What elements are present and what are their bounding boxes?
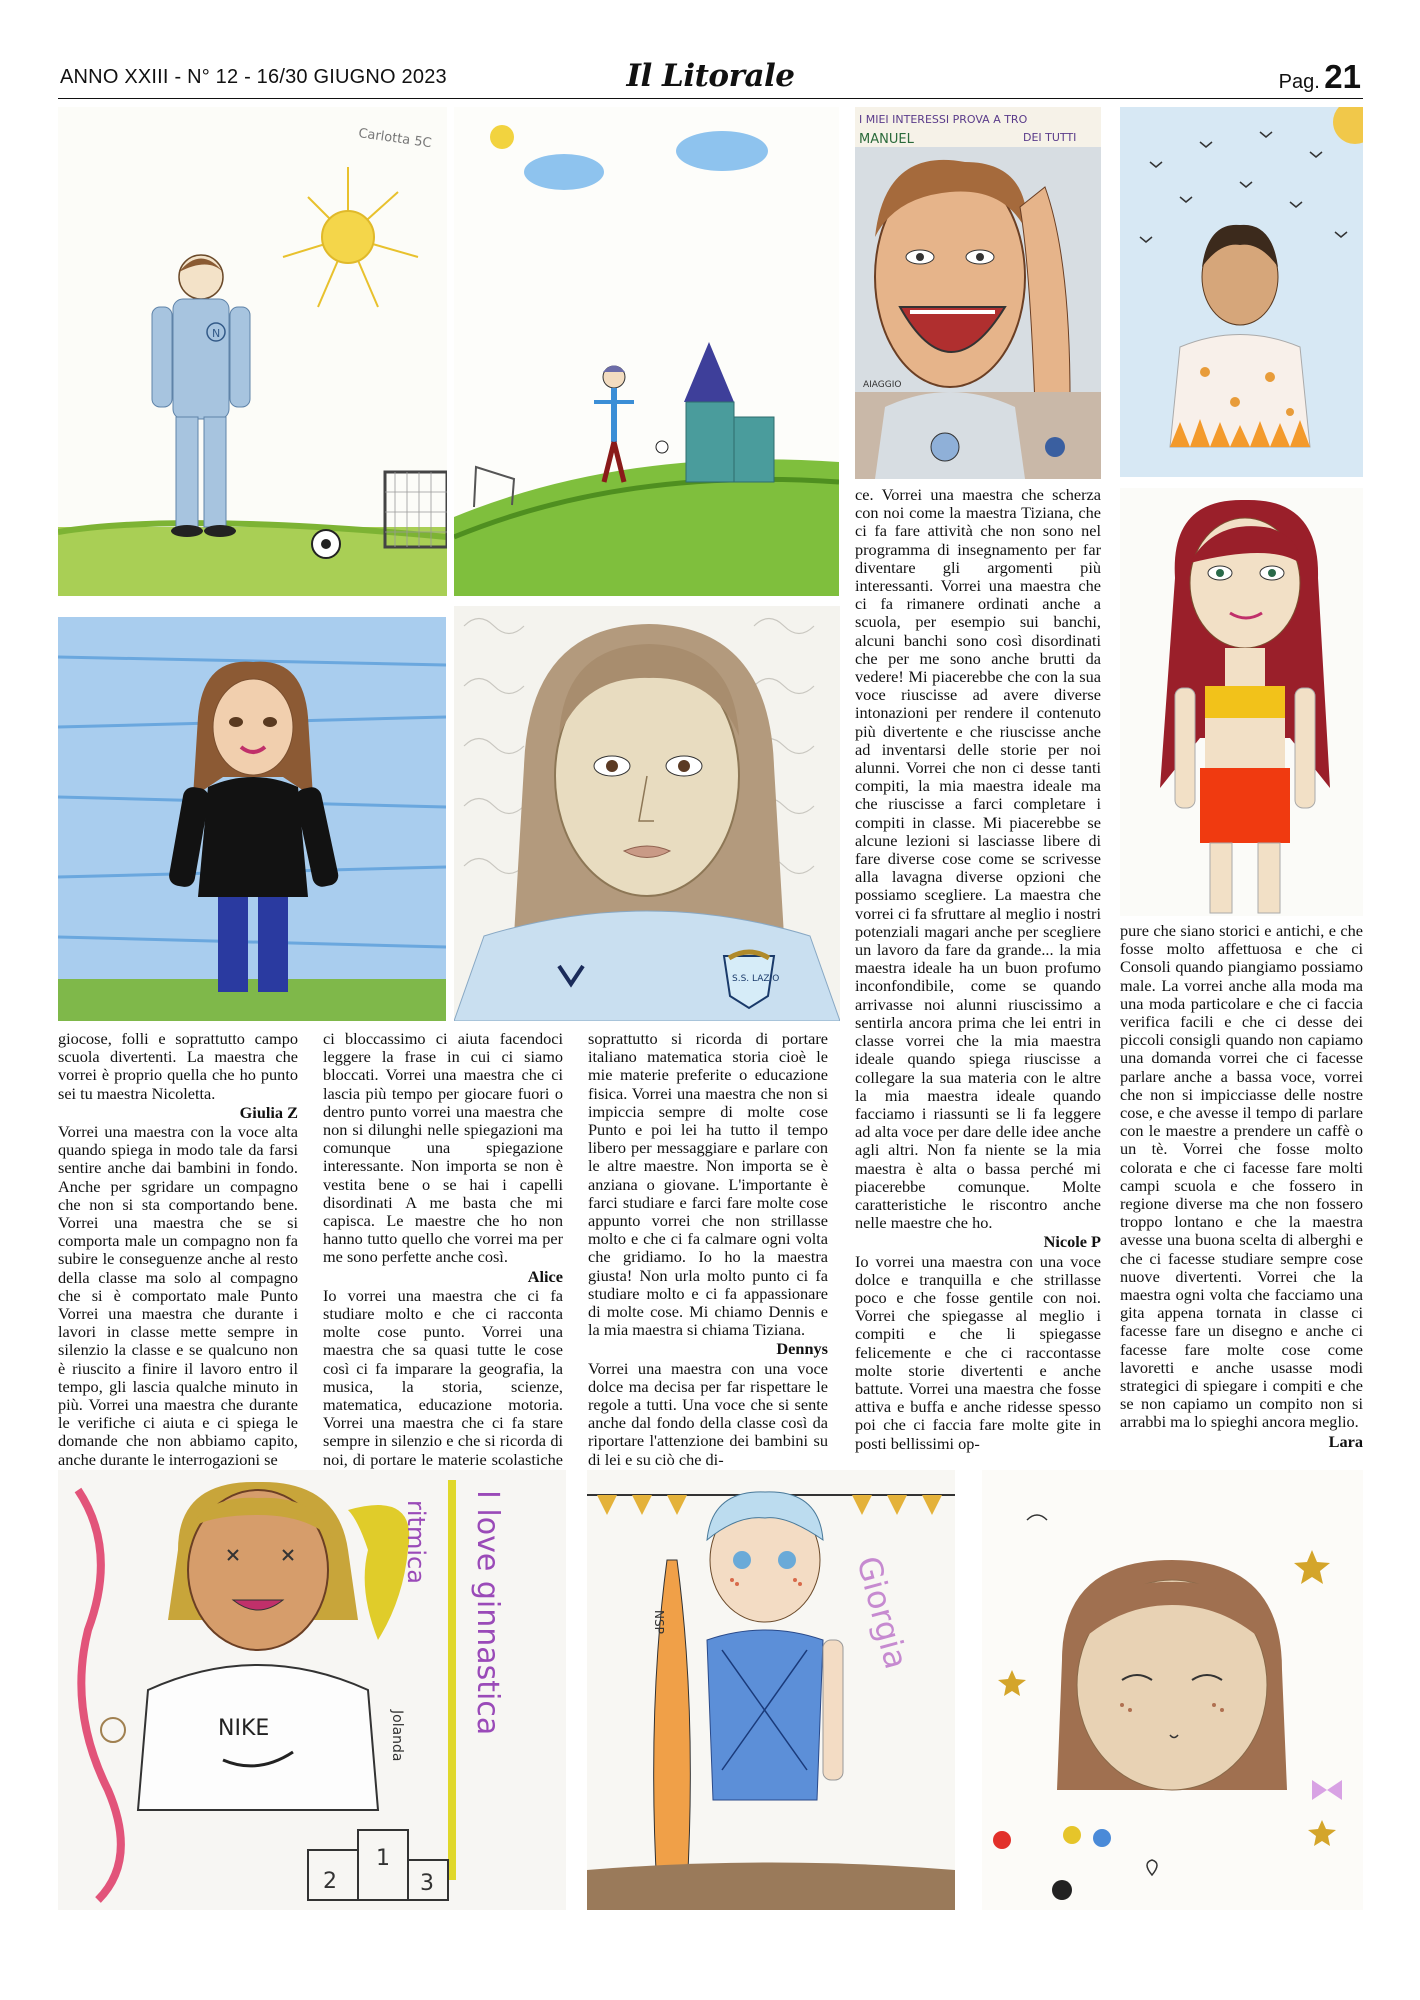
drawing-face-stars [982,1470,1363,1910]
drawing-name: MANUEL [859,132,914,147]
article-text: giocose, folli e soprattutto campo scuola divertenti. La maestra che vorrei è proprio quella che ho punto sei tu maestra Nicoletta. [58,1029,298,1103]
drawing-signature: Carlotta 5C [357,126,433,152]
article-column-4 [855,486,1101,1453]
shirt-letter: N [212,327,221,340]
author-signature: Alice [527,1266,563,1286]
drawing-boy-soccer [58,107,447,596]
podium-third: 3 [420,1871,434,1896]
article-text: Io vorrei una maestra che ci fa studiare molto e che ci racconta molte cose punto. Vorrei una maestra che sa quasi tutte le cose così ci fa imparare la geografia, la musica, la storia, scienze, matematica, educazione motoria. Vorrei una maestra che ci fa stare sempre in silenzio e che si ricorda di noi, di portare le materie scolastiche [323,1285,563,1469]
drawing-side-text-2: ritmica [402,1500,430,1584]
page-header [58,58,1363,99]
article-text: Vorrei una maestra con la voce alta quando spiega in modo tale da farsi sentire anche dai bambini in fondo. Anche per sgridare un compagno che non si sta comportando bene. Vorrei una maestra che se si comporta male un compagno non fa subire le conseguenze anche al resto della classe ma solo al compagno che si è comportato male Punto Vorrei una maestra che durante i lavori in classe mette sempre in silenzio la classe e se qualcuno non è riuscito a finire il lavoro entro il tempo, gli lascia qualche minuto in più. Vorrei una maestra che durante le verifiche ci aiuta e ci spiega le domande che non abbiamo capito, anche durante le interrogazioni se [58,1122,298,1469]
article-text: ci bloccassimo ci aiuta facendoci leggere la frase in cui ci siamo bloccati. Vorrei una maestra che ci lascia più tempo per giocare fuori o dentro punto vorrei una maestra che non si dilunghi nelle spiegazioni ma comunque una spiegazione interessante. Non importa se non è vestita bene o se hai i capelli disordinati A me basta che mi capisca. Le maestre che ho non hanno tutto quello che vorrei ma per me sono perfette anche così. [323,1029,563,1267]
author-signature: Nicole P [1043,1232,1101,1252]
drawing-name: Giorgia [849,1552,916,1673]
drawing-header-text-2: DEI TUTTI [1023,131,1077,144]
drawing-gymnast [58,1470,566,1910]
article-text: ce. Vorrei una maestra che scherza con noi come la maestra Tiziana, che ci fa fare attività che non sono nel programma di insegnamento per far diventare gli argomenti più interessanti. Vorrei una maestra che ci fa rimanere ordinati anche a scuola, per esempio sui banchi, alcuni banchi sono così disordinati che per me sono anche brutti da vedere! Mi piacerebbe che con la sua voce riuscisse ad avere diverse intonazioni per rendere il contenuto più divertente e che riuscisse anche ad inventarsi delle storie per noi alunni. Vorrei che non ci desse tanti compiti, la mia maestra ideale ma che riuscisse a farci completare i compiti in classe. Mi piacerebbe se alcune lezioni si lasciasse libere di fare diverse cose come se scrivesse alla lavagna diverse opzioni che possiamo scegliere. La maestra che vorrei ci fa sfruttare al meglio i nostri potenziali magari anche per scegliere un lavoro da fare da grande... la mia maestra ideale ha un buon profumo inconfondibile, come se quando arrivasse noi alunni riuscissimo a sentirla ancora prima che lei entri in classe vorrei che la mia maestra ideale quando spiega riuscisse a collegare la sua materia con le altre la mia maestra ideale quando facciamo i riassunti se li fa leggere ad alta voce per dare delle idee anche agli altri. Non fa niente se la mia maestra è alta o bassa perché mi piacerebbe comunque. Molte caratteristiche le riscontro anche nelle maestre che ho. [855,485,1101,1233]
article-text: pure che siano storici e antichi, e che fosse molto affettuosa e che ci Consoli quando piangiamo possiamo male. La vorrei anche alla moda ma una moda particolare e che ci faccia verifica facili e che ci desse dei piccoli consigli quando non capiamo una domanda vorrei che ci facesse parlare anche a bassa voce, vorrei che non si impicciasse delle nostre cose, e che avesse il tempo di parlare con le maestre a prendere un caffè o un tè. Vorrei che fosse molto colorata e che ci facesse fare molti campi scuola e che fossero in regione diverse ma che non fossero troppo lontano e che la maestra avesse una buona scelta di alberghi e che ci facesse studiare sempre cose nuove divertenti. Vorrei che la maestra ogni volta che facciamo una gita appena tornata in classe ci facesse fare un disegno e anche ci facesse fare molte cose come lavoretti e anche usasse modi strategici di spiegare i compiti e che se non capiamo un compito non si arrabbi ma lo spieghi ancora meglio. [1120,921,1363,1432]
lazio-badge-text: S.S. LAZIO [732,974,780,984]
author-signature: Giulia Z [239,1102,298,1122]
shirt-brand: NIKE [218,1716,270,1741]
article-text: soprattutto si ricorda di portare italiano matematica storia cioè le mie materie preferite o educazione fisica. Vorrei una maestra che non si impiccia sempre di molte cose Punto e poi lei ha tutto il tempo libero per messaggiare e parlare con le altre maestre. Non importa se è anziana o giovane. L'importante è farci studiare e farci fare molte cose appunto vorrei che non strillasse molto e che ci fa calmare ogni volta che gridiamo. Io ho la maestra giusta! Non urla molto punto ci fa studiare molto e ci fa appassionare di molte cose. Mi chiamo Dennis e la mia maestra si chiama Tiziana. [588,1029,828,1340]
article-text: Vorrei una maestra con una voce dolce ma decisa per far rispettare le regole a tutti. Una voce che si sente anche dal fondo della classe così da riportare l'attenzione dei bambini su di lei e su ciò che di- [588,1358,828,1469]
drawing-header-text: I MIEI INTERESSI PROVA A TRO [859,113,1028,126]
drawing-side-text: I love ginnastica [470,1490,505,1736]
drawing-lady-portrait [454,606,840,1021]
author-signature: Lara [1328,1431,1363,1451]
page-number: 21 [1324,58,1361,95]
drawing-manuel [855,107,1101,479]
article-text: Io vorrei una maestra con una voce dolce e tranquilla e che strillasse poco e che fosse gentile con noi. Vorrei che spiegasse al meglio i compiti e che li spiegasse felicemente e che ci raccontasse molte storie divertenti e anche battute. Vorrei una maestra che fosse attiva e buffa e anche ridesse spesso poi che ci faccia fare molte gite in posti bellissimi op- [855,1251,1101,1453]
board-label: NSP [652,1610,666,1634]
issue-info: ANNO XXIII - N° 12 - 16/30 GIUGNO 2023 [60,66,447,88]
drawing-girl-red-hair [1120,488,1363,916]
page-indicator [1279,58,1361,96]
drawing-girl-black-top [58,617,446,1021]
page-prefix: Pag. [1278,71,1320,93]
article-column-5 [1120,922,1363,1452]
drawing-label: AIAGGIO [863,380,902,390]
drawing-swimmer [587,1470,955,1910]
article-column-3 [588,1030,828,1469]
podium-second: 2 [323,1869,337,1894]
article-column-2 [323,1030,563,1487]
author-signature: Dennys [776,1339,828,1359]
drawing-boy-hill [454,107,839,596]
newspaper-title: Il Litorale [626,58,795,94]
drawing-name: Jolanda [389,1710,405,1762]
podium-first: 1 [376,1846,390,1871]
article-column-1 [58,1030,298,1469]
drawing-girl-sky [1120,107,1363,477]
